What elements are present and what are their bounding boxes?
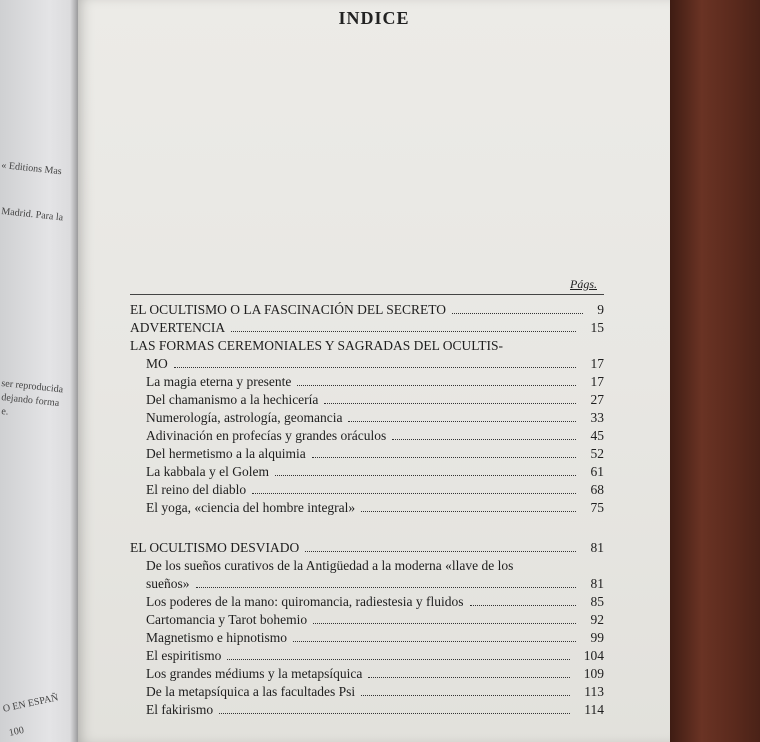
toc-entry — [146, 665, 604, 683]
toc-entry — [146, 445, 604, 463]
toc-entry — [146, 481, 604, 499]
toc-leader-dots — [361, 511, 576, 512]
toc-entry-title: El fakirismo — [146, 702, 214, 717]
toc-entry-page-number: 9 — [597, 302, 604, 317]
toc-entry-page-number: 109 — [583, 666, 604, 681]
toc-entry-title: De los sueños curativos de la Antigüedad a la moderna «llave de los — [146, 558, 514, 573]
left-page-fragment: « Editions Mas — [0, 160, 63, 178]
toc-entry — [146, 463, 604, 481]
toc-entry-title: El reino del diablo — [146, 482, 247, 497]
toc-entry-title: La kabbala y el Golem — [146, 464, 269, 479]
toc-entry-title: Del hermetismo a la alquimia — [146, 446, 306, 461]
toc-leader-dots — [392, 439, 576, 440]
toc-entry-title: sueños» — [146, 576, 190, 591]
toc-entry-title: El espiritismo — [146, 648, 222, 663]
toc-leader-dots — [452, 313, 583, 314]
toc-leader-dots — [348, 421, 576, 422]
toc-entry — [146, 611, 604, 629]
toc-leader-dots — [174, 367, 576, 368]
toc-entry-title: ADVERTENCIA — [130, 320, 226, 335]
left-page-fragment: O EN ESPAÑ — [2, 692, 60, 715]
toc-entry-page-number: 27 — [590, 392, 604, 407]
toc-entry — [146, 427, 604, 445]
left-page-fragment: dejando forma — [0, 392, 60, 410]
toc-entry — [146, 701, 604, 719]
left-page-fragment: e. — [0, 406, 9, 418]
toc-entry-page-number: 75 — [590, 500, 604, 515]
toc-entry-title: El yoga, «ciencia del hombre integral» — [146, 500, 356, 515]
toc-entry-page-number: 104 — [583, 648, 604, 663]
toc-leader-dots — [196, 587, 576, 588]
toc-entry-page-number: 81 — [590, 576, 604, 591]
toc-entry-page-number: 99 — [590, 630, 604, 645]
toc-leader-dots — [361, 695, 570, 696]
toc-entry-title: Magnetismo e hipnotismo — [146, 630, 287, 645]
left-page-fragment: Madrid. Para la — [0, 206, 64, 224]
toc-entry-page-number: 17 — [590, 374, 604, 389]
toc-entry-page-number: 15 — [590, 320, 604, 335]
toc-entry — [146, 575, 604, 593]
toc-leader-dots — [252, 493, 576, 494]
toc-leader-dots — [275, 475, 576, 476]
toc-entry-title: Del chamanismo a la hechicería — [146, 392, 319, 407]
toc-leader-dots — [312, 457, 576, 458]
toc-entry-page-number: 92 — [590, 612, 604, 627]
toc-entry-title: Cartomancia y Tarot bohemio — [146, 612, 308, 627]
toc-entry — [146, 391, 604, 409]
toc-entry-title: Los poderes de la mano: quiromancia, radiestesia y fluidos — [146, 594, 464, 609]
toc-entry-title: Adivinación en profecías y grandes oráculos — [146, 428, 387, 443]
toc-leader-dots — [231, 331, 576, 332]
toc-entry — [146, 409, 604, 427]
toc-entry-page-number: 113 — [584, 684, 604, 699]
toc-leader-dots — [324, 403, 576, 404]
toc-entry-page-number: 114 — [584, 702, 604, 717]
toc-leader-dots — [219, 713, 570, 714]
toc-entry-title: EL OCULTISMO O LA FASCINACIÓN DEL SECRETO — [130, 302, 447, 317]
toc-leader-dots — [227, 659, 570, 660]
toc-entry — [146, 355, 604, 373]
toc-entry-page-number: 85 — [590, 594, 604, 609]
toc-entry — [130, 337, 604, 355]
toc-entry — [146, 629, 604, 647]
table-of-contents — [78, 0, 670, 742]
left-page-fragment: ser reproducida — [0, 378, 64, 396]
page-title: INDICE — [338, 8, 410, 28]
toc-leader-dots — [368, 677, 570, 678]
toc-entry-page-number: 52 — [590, 446, 604, 461]
toc-entry-page-number: 61 — [590, 464, 604, 479]
pages-column-label: Págs. — [570, 277, 597, 291]
toc-entry-title: EL OCULTISMO DESVIADO — [130, 540, 300, 555]
toc-entry — [146, 593, 604, 611]
toc-entry-title: Los grandes médiums y la metapsíquica — [146, 666, 363, 681]
toc-entry-title: MO — [146, 356, 168, 371]
toc-entry — [146, 499, 604, 517]
toc-entry — [130, 539, 604, 557]
toc-entry-title: La magia eterna y presente — [146, 374, 292, 389]
toc-entry — [146, 373, 604, 391]
toc-leader-dots — [297, 385, 576, 386]
toc-entry — [146, 683, 604, 701]
toc-entry — [130, 301, 604, 319]
toc-leader-dots — [313, 623, 576, 624]
right-page — [78, 0, 670, 742]
toc-leader-dots — [305, 551, 576, 552]
toc-entry-title: De la metapsíquica a las facultades Psi — [146, 684, 356, 699]
left-page-fragment: 100 — [8, 724, 25, 739]
toc-leader-dots — [293, 641, 576, 642]
toc-entry-title: LAS FORMAS CEREMONIALES Y SAGRADAS DEL OCULTIS- — [130, 338, 504, 353]
toc-leader-dots — [470, 605, 576, 606]
toc-entry-page-number: 45 — [590, 428, 604, 443]
background-surface — [670, 0, 760, 742]
toc-entry — [146, 647, 604, 665]
toc-entry-page-number: 81 — [590, 540, 604, 555]
toc-entry-page-number: 33 — [590, 410, 604, 425]
toc-entry-page-number: 68 — [590, 482, 604, 497]
toc-entry-page-number: 17 — [590, 356, 604, 371]
toc-entry — [146, 557, 604, 575]
toc-entry-title: Numerología, astrología, geomancia — [146, 410, 343, 425]
toc-entry — [130, 319, 604, 337]
